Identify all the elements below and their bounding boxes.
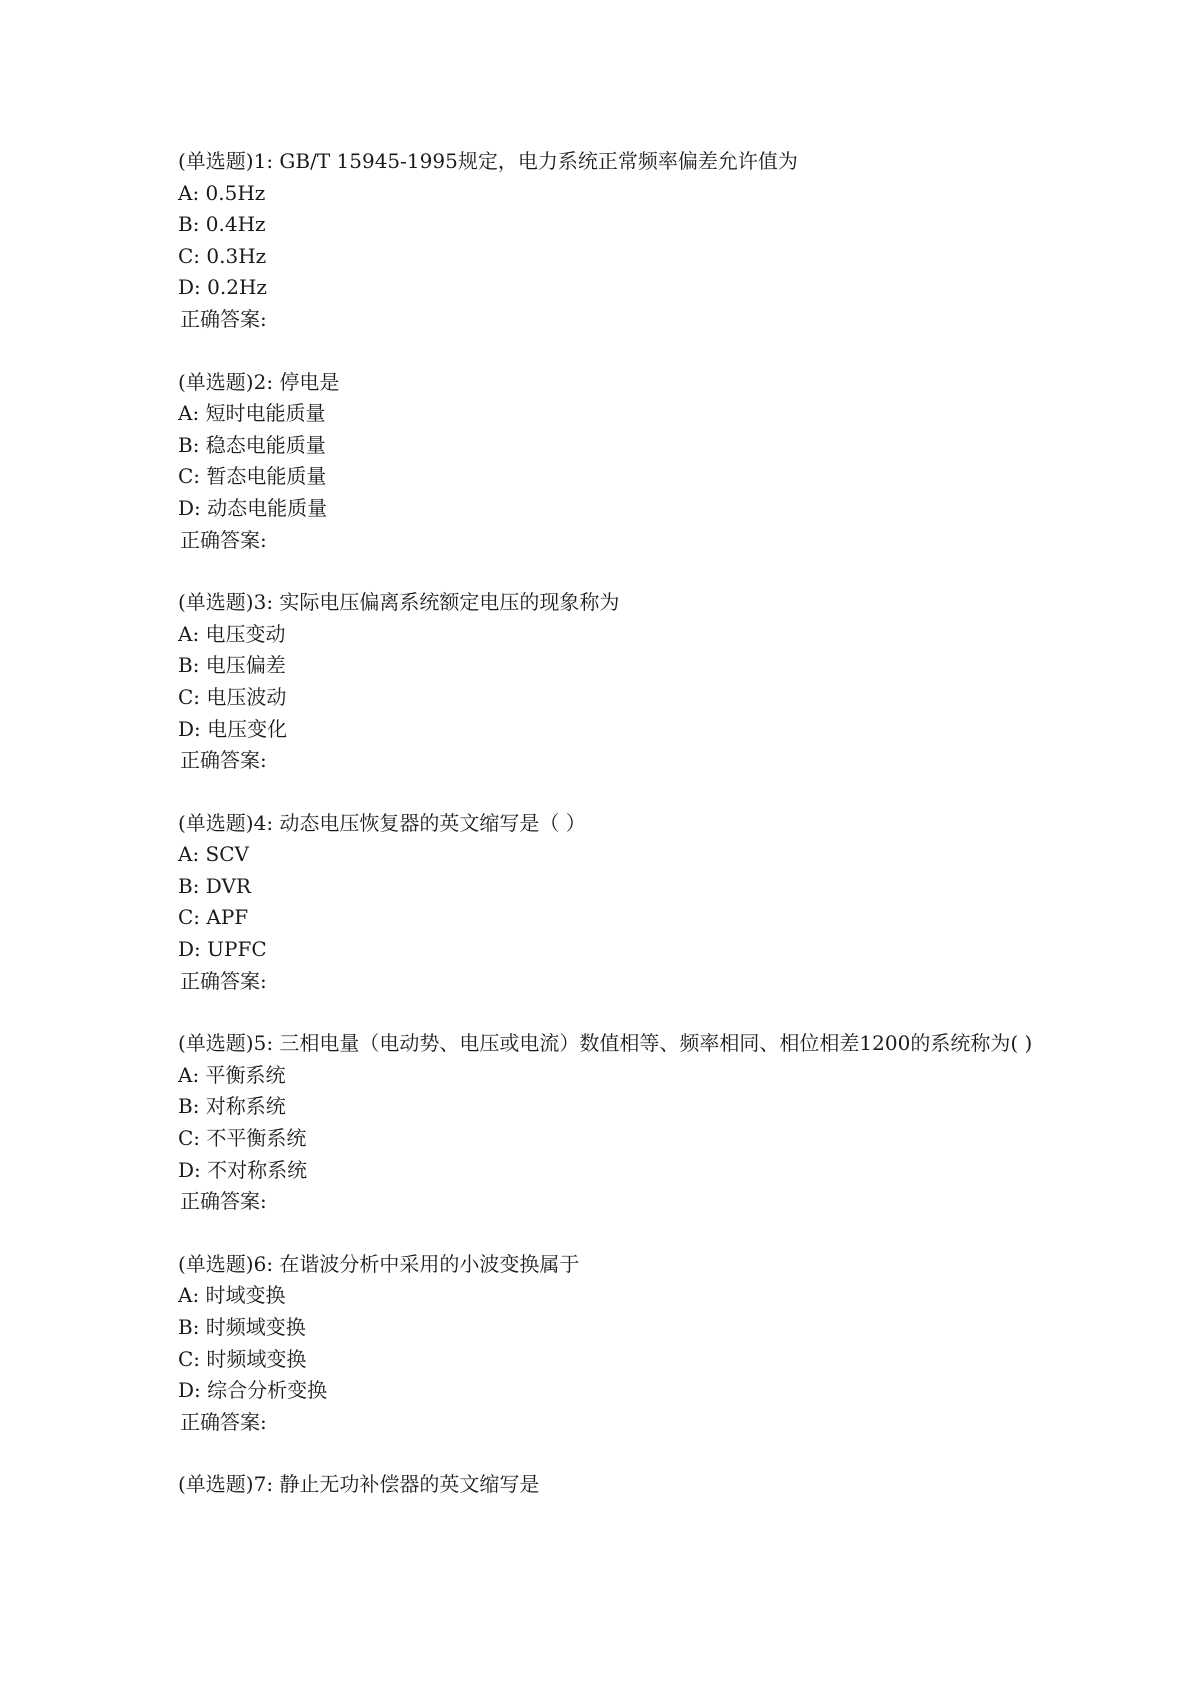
question-1 bbox=[178, 146, 1058, 336]
question-2 bbox=[178, 367, 1058, 557]
option-d: D: 电压变化 bbox=[178, 716, 288, 741]
question-5 bbox=[178, 1028, 1058, 1218]
option-b: B: 稳态电能质量 bbox=[178, 432, 326, 457]
option-d: D: 不对称系统 bbox=[178, 1157, 308, 1182]
option-a: A: 平衡系统 bbox=[178, 1062, 286, 1087]
question-stem: (单选题)4: 动态电压恢复器的英文缩写是（ ） bbox=[178, 810, 586, 835]
option-d: D: 动态电能质量 bbox=[178, 495, 328, 520]
option-c: C: 0.3Hz bbox=[178, 243, 267, 268]
answer-label: 正确答案: bbox=[180, 748, 267, 773]
question-stem: (单选题)2: 停电是 bbox=[178, 369, 340, 394]
option-c: C: 电压波动 bbox=[178, 684, 287, 709]
option-c: C: 不平衡系统 bbox=[178, 1126, 307, 1151]
option-b: B: DVR bbox=[178, 873, 251, 898]
option-c: C: 暂态电能质量 bbox=[178, 464, 327, 489]
question-6 bbox=[178, 1249, 1058, 1439]
question-stem: (单选题)6: 在谐波分析中采用的小波变换属于 bbox=[178, 1251, 580, 1276]
option-b: B: 时频域变换 bbox=[178, 1315, 306, 1339]
answer-label: 正确答案: bbox=[180, 527, 267, 552]
option-a: A: SCV bbox=[178, 842, 249, 867]
option-d: D: 综合分析变换 bbox=[178, 1378, 328, 1403]
question-stem: (单选题)1: GB/T 15945-1995规定，电力系统正常频率偏差允许值为 bbox=[178, 149, 798, 173]
option-a: A: 0.5Hz bbox=[178, 180, 266, 205]
option-d: D: UPFC bbox=[178, 937, 267, 962]
option-d: D: 0.2Hz bbox=[178, 275, 267, 300]
answer-label: 正确答案: bbox=[180, 1189, 267, 1214]
option-b: B: 0.4Hz bbox=[178, 212, 266, 237]
answer-label: 正确答案: bbox=[180, 1409, 267, 1434]
answer-label: 正确答案: bbox=[180, 306, 267, 331]
option-a: A: 时域变换 bbox=[178, 1283, 286, 1308]
question-stem: (单选题)5: 三相电量（电动势、电压或电流）数值相等、频率相同、相位相差1200的系统称为( ) bbox=[178, 1031, 1033, 1056]
question-stem: (单选题)3: 实际电压偏离系统额定电压的现象称为 bbox=[178, 590, 620, 615]
answer-label: 正确答案: bbox=[180, 968, 267, 993]
question-3 bbox=[178, 587, 1058, 777]
option-b: B: 电压偏差 bbox=[178, 653, 286, 678]
question-7 bbox=[178, 1469, 1058, 1501]
option-a: A: 电压变动 bbox=[178, 621, 286, 646]
option-c: C: 时频域变换 bbox=[178, 1346, 307, 1371]
option-b: B: 对称系统 bbox=[178, 1094, 286, 1119]
question-stem: (单选题)7: 静止无功补偿器的英文缩写是 bbox=[178, 1472, 540, 1497]
document-page bbox=[178, 146, 1058, 1532]
option-a: A: 短时电能质量 bbox=[178, 401, 326, 426]
option-c: C: APF bbox=[178, 905, 249, 930]
question-4 bbox=[178, 808, 1058, 998]
